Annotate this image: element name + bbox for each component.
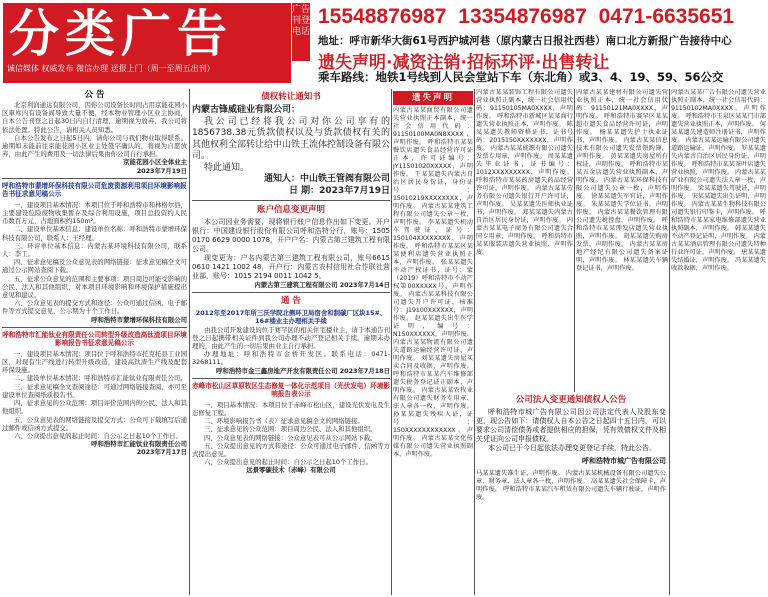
column-a: [2, 89, 187, 595]
lost-notice-stream: 内蒙古某某装饰工程有限公司遗失营业执照正副本，统一社会信用代码：91150105MA0XXXX，声明作废。 呼和浩特市新城区某某商行遗失营业执照正本，声明作废。 陈某某遗失教师资格证书，证书号码：2015150XXXXXXX，声明作废。 内蒙古某某能源有限公司遗失发票专用章，声明作废。 周某某遗失毕业证书，证书编号：1012XXXXXXXXX，声明作废。 呼和浩特市某某药房遗失药品经营许可证，声明作废。 内蒙古某某劳务有限公司遗失银行开户许可证，声明作废。 吴某某遗失医师执业证书，声明作废。 郑某某遗失内蒙古自治区居民身份证，声明作废。 内蒙古某某电子商务有限公司遗失合同专用章，声明作废。 呼和浩特市某某服装店遗失营业执照，声明作废。: [476, 89, 573, 256]
creditor-transfer-date: 日 期：2023年7月19日: [289, 185, 390, 196]
eia-title: 呼和浩特市汇能钛业有限责任公司转型升级改造高钛渣项目环境影响报告书征求意见稿公示: [2, 330, 187, 348]
account-change-body: 现变更为：户名内蒙古第三建筑工程有限公司，账号6615 0610 1421 1002 48，开户行：内蒙古农村信用社合作联社营业部，账号：1015 2194 0011 1042 5。: [192, 254, 390, 280]
eia-date: 2023年7月17日: [136, 448, 187, 457]
masthead-route: 乘车路线：地铁1号线到人民会堂站下车（东北角）或3、4、19、59、56公交: [318, 70, 724, 84]
notice-body: 自本公告发布之日起5日内，请你公司与我们物业取得联系。逾期如未能前往京能花园小区业主处签字确认的，将视为自愿放弃，由此产生的费用及一切法律后果由你公司自行承担。: [2, 133, 187, 159]
eia-body: 六、公众提出意见的起止时间：自公示之日起10个工作日。: [14, 431, 182, 440]
eia-body: 三、征求意见稿全文查阅途径：可通过网络链接查阅，亦可至建设单位查阅纸质报告书。: [2, 382, 187, 399]
lost-notice-stream: 内蒙古某某建材有限公司遗失营业执照正本，统一社会信用代码：91150121MA0XXXX，声明作废。 呼和浩特市赛罕区某某超市遗失食品经营许可证，声明作废。 杨某某遗失护士执业证书，声明作废。 内蒙古某某信息技术有限公司遗失发票领购簿，声明作废。 黄某某遗失房屋所有权证，声明作废。 呼和浩特市某某五金店遗失营业执照副本，声明作废。 内蒙古某某环保科技有限公司遗失公章一枚，声明作废。 徐某某遗失军官证，声明作废。 朱某某遗失学位证书，声明作废。 内蒙古某某餐饮管理有限公司遗失税控盘，声明作废。 呼和浩特市某某理发店遗失营业执照，声明作废。 胡某某遗失购房发票，声明作废。 内蒙古某某房地产经纪有限公司遗失备案证明，声明作废。 林某某遗失车辆登记证书，声明作废。: [576, 89, 668, 272]
creditor-notice-body: 呼和浩特市城广告有限公司因公司法定代表人及股东变更，现公告如下：请债权人自本公告之日起四十五日内，可以要求公司清偿债务或者提供相应的担保，凭有效债权文件及相关凭证向公司申报债权。: [476, 408, 666, 443]
divider: [192, 200, 390, 201]
notice-title: 公 告: [84, 90, 105, 100]
eia-body: 五、公众意见表的网络链接及提交方式：公众可下载填写后通过邮件或信函方式提交。: [2, 415, 187, 432]
creditor-notice-signature: 呼和浩特市城广告有限公司: [582, 457, 666, 465]
eia3-body: 二、环境影响报告书（表）征求意见稿全文的网络链接。: [204, 417, 364, 426]
column-f: [671, 89, 766, 595]
lost-notice-stream: 内蒙古某某商贸有限公司遗失营业执照正本副本，统一社会信用代码：91150100MA0N8XXXX，声明作废。 呼和浩特市某某餐饮店遗失食品经营许可证正本，许可证编号：JY11501020XXXXX，声明作废。 王某某遗失内蒙古自治区居民身份证，身份证号：15010219XXXXXXXX，声明作废。 内蒙古某某建筑工程有限公司遗失公章一枚，声明作废。 李某某遗失机动车驾驶证，证号：150104XXXXXXXX，声明作废。 呼和浩特市某某区某某便利店遗失营业执照正本，声明作废。 张某某遗失不动产权证书，证号：蒙（2019）呼和浩特市不动产权第00XXXXX号，声明作废。 内蒙古某某科技有限公司遗失开户许可证，核准号：J19100XXXXXX，声明作废。 赵某某遗失出生医学证明，编号：N150XXXXXX，声明作废。 内蒙古某某物流有限公司遗失道路运输经营许可证，声明作废。 刘某某遗失房屋买卖合同及收据，声明作废。 呼和浩特市某某汽车维修部遗失税务登记证正副本，声明作废。 内蒙古某某农牧业有限公司遗失财务专用章、法人章各一枚，声明作废。 孙某某遗失残疾人证，证号：150XXXXXXXXXXXX，声明作废。 内蒙古某某文化传媒有限公司遗失营业执照副本，声明作废。: [393, 107, 473, 458]
eia3-title: 赤峰市松山区草原牧区生态修复一体化示范项目（光伏发电）环境影响报告表公示: [192, 381, 390, 399]
eia3-body: 五、公众提出意见的方式和途径：公众可通过电子邮件、信函等方式提出意见。: [192, 441, 390, 459]
eia3-signature: 远景零碳技术（赤峰）有限公司: [246, 466, 336, 475]
notice2-subtitle: 2012年至2017年所三沃学院北侧环卫局宿舍和制碳厂区块15#、16#楼业主办理相关手续: [195, 309, 387, 326]
eia-body: 二、建设单位基本信息：建设单位名称：呼和浩特市蒙增环保科技有限公司，联系人：王经理。: [2, 225, 187, 242]
column-divider: [189, 89, 190, 595]
notice2-body: 由我公司开发建设的位于赛罕区的相关住宅楼业主，请于本通告刊登之日起携带相关证件到我公司办理不动产登记相关手续。逾期未办理的，由此产生的一切后果由业主自行承担。: [192, 325, 390, 351]
column-divider: [474, 89, 475, 595]
eia-title: 呼和浩特市蒙增环保科技有限公司危废资源利用项目环境影响报告书征求意见稿公示: [2, 181, 187, 199]
divider: [2, 327, 187, 328]
masthead: [0, 0, 768, 87]
creditor-notice-body: 本公司已于今日起依法办理变更登记手续，特此公告。: [488, 444, 656, 452]
eia-body: 二、建设单位基本情况：呼和浩特市汇能钛业有限责任公司。: [14, 374, 187, 383]
column-d: [476, 89, 573, 389]
lost-notice-stream: 马某某遗失准生证，声明作废。 内蒙古某某机械设备有限公司遗失公章、财务章、法人章各一枚，声明作废。 高某某遗失社会保障卡，声明作废。 呼和浩特市某某汽车租赁有限公司遗失车辆行驶证，声明作废。: [476, 470, 666, 501]
eia-body: 一、建设项目基本情况：项目位于呼和浩特市托克托县工业园区，对现有生产线进行转型升级改造，建设高钛渣生产线及配套环保设施。: [2, 349, 187, 375]
creditor-transfer-title: 债权转让通知书: [261, 92, 321, 102]
creditor-notice-box: [476, 392, 666, 595]
masthead-address: 地址：呼市新华大街61号西护城河巷（原内蒙古日报社西巷）南口北方新报广告接待中心: [318, 35, 732, 47]
eia-body: 四、征求意见稿及公众意见表的网络链接：征求意见稿全文可通过公示网站查阅下载。: [2, 258, 187, 275]
masthead-subtitle: 诚信媒体 权威发布 微信办理 送报上门（周一至周五出刊）: [7, 64, 215, 73]
divider: [192, 292, 390, 293]
notice-body: 北京利润通达有限公司，因你公司设备长时间占用京能花园小区車库内有设备间导致大量不便，经本物业管理小区业主协商，自本公告刊登之日起30日内自行清理，逾期视为放弃，我公司将依法处置。特此公告，请相关人员知悉。: [2, 101, 187, 134]
account-change-title: 账户信息变更声明: [256, 205, 325, 215]
divider: [192, 378, 390, 379]
column-divider: [669, 89, 670, 595]
column-b: [192, 89, 390, 595]
masthead-services: 遗失声明·减资注销·招标环评·出售转让: [318, 53, 610, 73]
masthead-side-label: 广告刊登电话: [292, 3, 310, 61]
notice-signature: 京能花园小区全体业主: [123, 158, 187, 167]
masthead-phones: 15548876987 13354876987 0471-6635651: [318, 5, 735, 28]
column-c: [393, 89, 473, 595]
logo-block: [3, 3, 291, 83]
eia3-body: 一、项目基本情况：本项目位于赤峰市松山区，建设光伏发电及生态修复工程。: [192, 400, 390, 418]
eia3-body: 六、公众提出意见的起止时间：自公示之日起10个工作日。: [204, 458, 372, 467]
eia3-body: 四、公众意见表的网络链接：公众意见表可从公示网站下载。: [204, 433, 377, 442]
creditor-notice-title: 公司法人变更通知债权人公告: [515, 395, 627, 405]
notice2-body: 办理地址：呼和浩特市金桥开发区。联系电话：0471-3268111。: [192, 350, 390, 367]
account-change-body: 本公司因业务需要，现将银行账户信息作出如下变更。开户银行：中国建设银行股份有限公司呼和浩特分行，账号：1505 0170 6629 0000 1078，开户户名：内蒙古第三建筑工程有限公司。: [192, 218, 390, 253]
eia-body: 五、征求公众意见的范围和主要事项：项目周边可能受影响的公民、法人和其他组织，对本项目环境影响和环境保护措施提出意见和建议。: [2, 274, 187, 300]
column-divider: [391, 89, 392, 595]
notice2-title: 通 告: [281, 296, 301, 307]
masthead-title: 分类广告: [9, 4, 233, 63]
notice-date: 2023年7月19日: [136, 166, 187, 175]
account-change-signature: 内蒙古第三建筑工程有限公司 2023年7月14日: [254, 281, 390, 289]
eia-signature: 呼和浩特市蒙增环保科技有限公司: [91, 315, 187, 324]
eia3-body: 三、征求意见的公众范围：项目周边公民、法人和其他组织。: [204, 425, 377, 434]
eia-body: 四、征求意见的公众范围：项目评价范围内的公民、法人和其他组织。: [2, 399, 187, 416]
creditor-transfer-notifier: 通知人：中山铁王管阀有限公司: [263, 174, 390, 184]
lost-notice-header: 遗失声明: [393, 91, 473, 105]
lost-notice-stream: 内蒙古某某广告有限公司遗失营业执照正副本，统一社会信用代码：91150102MA0XXXX，声明作废。 呼和浩特市玉泉区某某门市部遗失营业执照正本，声明作废。 何某某遗失建造师注册证书，声明作废。 内蒙古某某运输有限公司遗失道路运输证，声明作废。 罗某某遗失内蒙古自治区居民身份证，声明作废。 呼和浩特市某某茶叶店遗失营业执照，声明作废。 内蒙古某某矿业有限公司遗失法人章一枚，声明作废。 梁某某遗失驾驶证，声明作废。 宋某某遗失出生证明，声明作废。 内蒙古某某生物科技有限公司遗失银行印鉴卡，声明作废。 呼和浩特市某某家电维修部遗失营业执照副本，声明作废。 韩某某遗失不动产登记证明，声明作废。 内蒙古某某酒店管理有限公司遗失特种行业许可证，声明作废。 唐某某遗失结婚证，声明作废。 冯某某遗失收款收据，声明作废。: [671, 89, 766, 272]
notice2-signature: 呼和浩特市金三鑫房地产开发有限责任公司 2023年7月18日: [216, 366, 390, 375]
creditor-transfer-end: 特此通知。: [204, 162, 250, 173]
creditor-transfer-recipient: 内蒙古锋威硅业有限公司：: [192, 105, 301, 115]
eia-signature: 呼和浩特市汇能钛业有限责任公司: [91, 440, 187, 449]
column-e: [576, 89, 668, 389]
eia-body: 三、环评单位基本信息：内蒙古某环境科技有限公司，联系人：李工。: [2, 241, 187, 259]
eia-body: 一、建设项目基本情况：本项目位于呼和浩特市和林格尔县，主要建设危险废物收集暂存及综合利用设施，项目总投资约人民币数百万元，占地面积约150m²。: [2, 200, 187, 226]
divider: [2, 178, 187, 179]
eia-body: 六、公众意见表的提交方式和途径：公众可通过信函、电子邮件等方式提交意见，公示期为十个工作日。: [2, 299, 187, 316]
creditor-transfer-body: 我公司已经将我公司对你公司享有的1856738.38元货款债权以及与货款债权有关的其他权利全部转让给中山铁王流体控制设备有限公司。: [192, 116, 390, 161]
